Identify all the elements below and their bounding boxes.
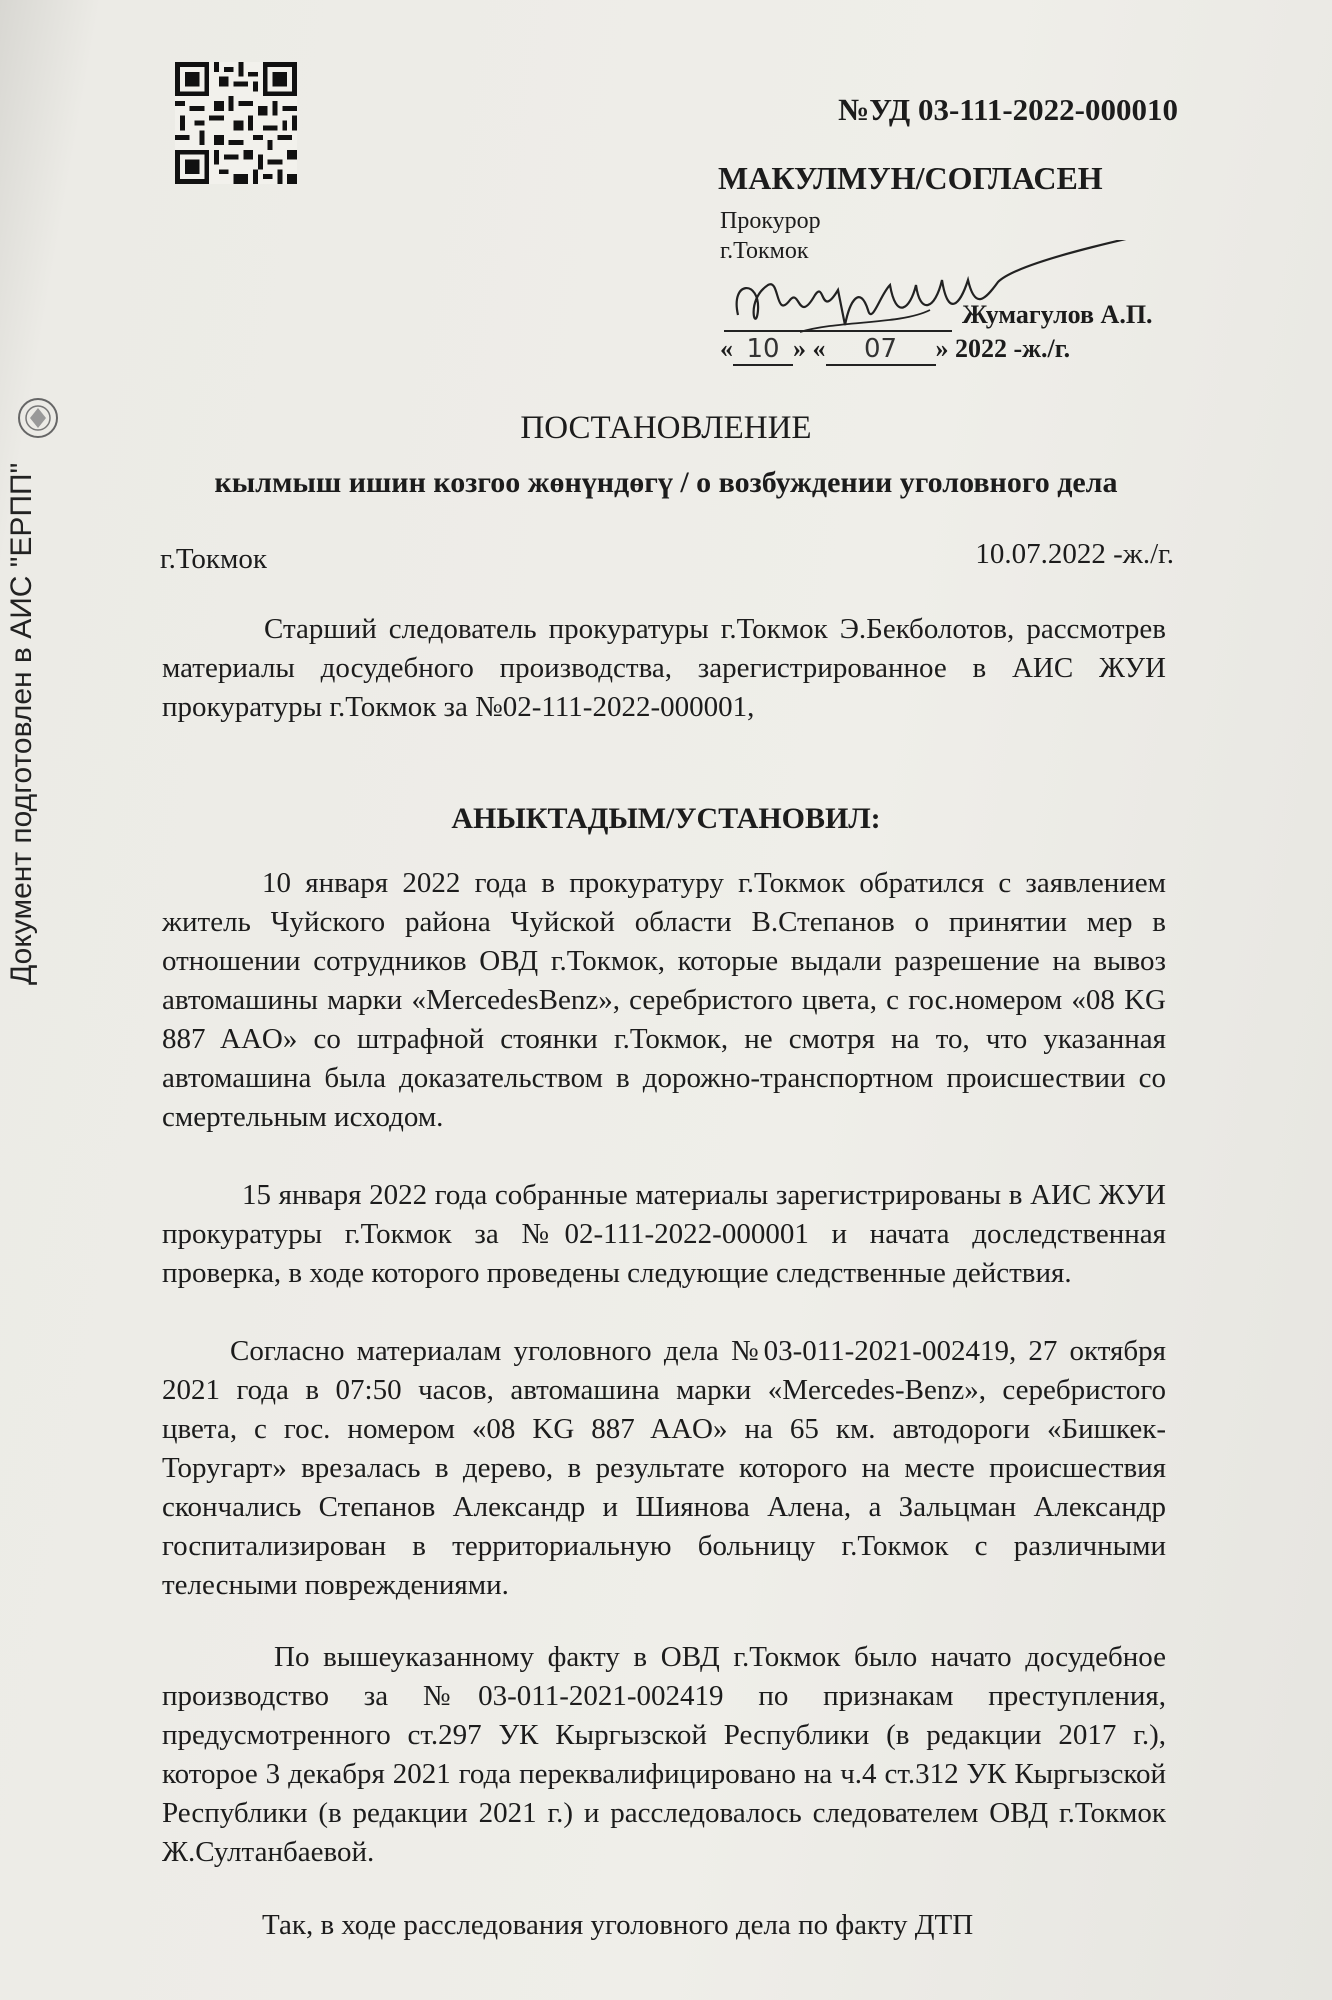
approval-position-line1: Прокурор xyxy=(720,208,821,234)
document-subtitle: кылмыш ишин козгоо жөнүндөгү / о возбуждении уголовного дела xyxy=(214,466,1118,499)
place-of-issue: г.Токмок xyxy=(160,543,267,575)
side-watermark-text: Документ подготовлен в АИС "ЕРПП" xyxy=(5,462,38,985)
approval-title: МАКУЛМУН/СОГЛАСЕН xyxy=(718,160,1103,196)
approval-position-line2: г.Токмок xyxy=(720,238,809,264)
document-title: ПОСТАНОВЛЕНИЕ xyxy=(520,410,812,446)
paragraph: 10 января 2022 года в прокуратуру г.Токмок обратился с заявлением житель Чуйского района Чуйской области В.Степанов о принятии мер в отношении сотрудников ОВД г.Токмок, которые выдали разрешение на вывоз автомашины марки «MercedesBenz», серебристого цвета, с гос.номером «08 KG 887 AAO» со штрафной стоянки г.Токмок, не смотря на то, что указанная автомашина была доказательством в дорожно-транспортном происшествии со смертельным исходом. xyxy=(162,867,1166,1133)
paragraph: Так, в ходе расследования уголовного дела по факту ДТП xyxy=(262,1909,974,1941)
approval-month: 07 xyxy=(826,334,936,366)
issue-date: 10.07.2022 -ж./г. xyxy=(975,538,1174,570)
approval-date: « 10 » « 07 » 2022 -ж./г. xyxy=(720,334,1071,364)
approval-year: 2022 -ж./г. xyxy=(955,334,1071,363)
signature-line xyxy=(724,330,952,332)
paragraph: Согласно материалам уголовного дела №03-011-2021-002419, 27 октября 2021 года в 07:50 часов, автомашина марки «Mercedes-Benz», серебристого цвета, с гос. номером «08 KG 887 AAO» на 65 км. автодороги «Бишкек-Торугарт» врезалась в дерево, в результате которого на месте происшествия скончались Степанов Александр и Шиянова Алена, а Зальцман Александр госпитализирован в территориальную больницу г.Токмок с различными телесными повреждениями. xyxy=(162,1335,1166,1601)
approval-day: 10 xyxy=(733,334,793,366)
paragraph: 15 января 2022 года собранные материалы зарегистрированы в АИС ЖУИ прокуратуры г.Токмок за №02-111-2022-000001 и начата доследственная проверка, в ходе которого проведены следующие следственные действия. xyxy=(162,1179,1166,1289)
document-number: №УД 03-111-2022-000010 xyxy=(838,92,1178,127)
prosecutor-name: Жумагулов А.П. xyxy=(962,300,1153,329)
section-heading: АНЫКТАДЫМ/УСТАНОВИЛ: xyxy=(451,802,881,835)
intro-paragraph: Старший следователь прокуратуры г.Токмок Э.Бекболотов, рассмотрев материалы досудебного производства, зарегистрированное в АИС ЖУИ прокуратуры г.Токмок за №02-111-2022-000001, xyxy=(162,613,1166,723)
qr-code-icon xyxy=(175,62,297,184)
paragraph: По вышеуказанному факту в ОВД г.Токмок было начато досудебное производство за №03-011-2021-002419 по признакам преступления, предусмотренного ст.297 УК Кыргызской Республики (в редакции 2017 г.), которое 3 декабря 2021 года переквалифицировано на ч.4 ст.312 УК Кыргызской Республики (в редакции 2021 г.) и расследовалось следователем ОВД г.Токмок Ж.Султанбаевой. xyxy=(162,1641,1166,1868)
